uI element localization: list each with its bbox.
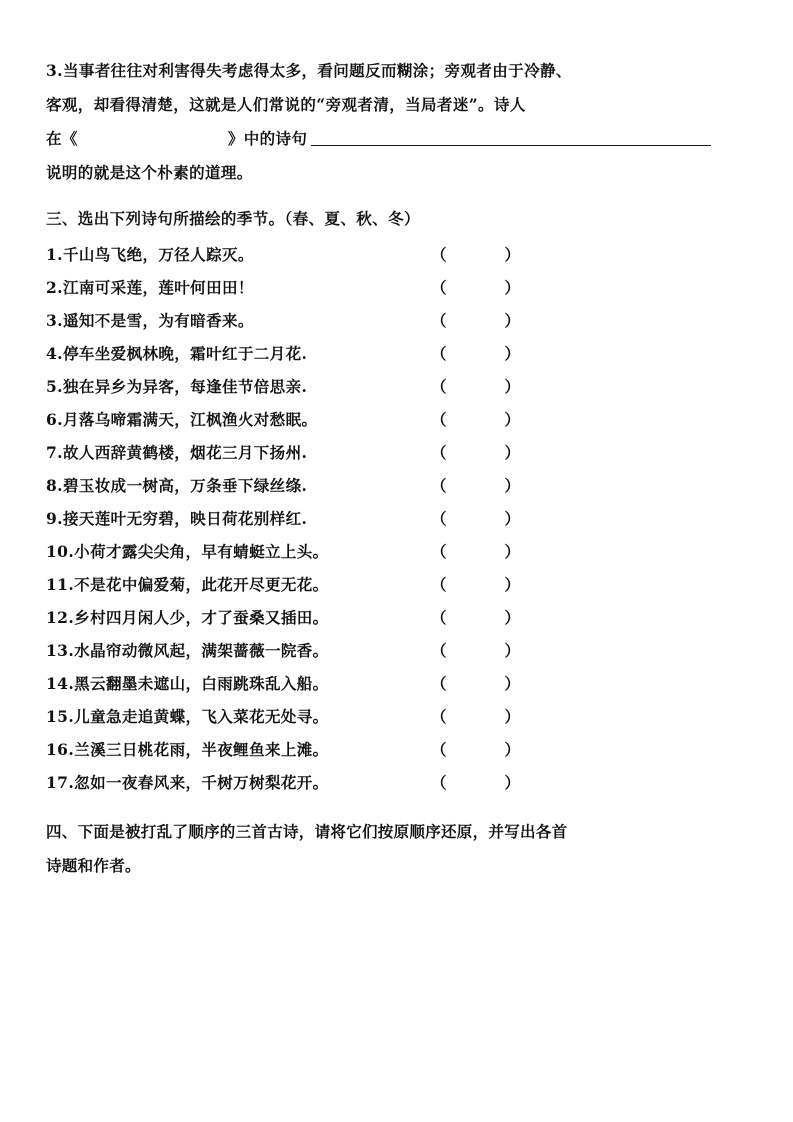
- paren-open: （: [431, 641, 447, 660]
- paren-open: （: [431, 740, 447, 759]
- list-item: [46, 700, 747, 733]
- question-text: 2.江南可采莲，莲叶何田田！: [46, 278, 254, 297]
- question-text: 10.小荷才露尖尖角，早有蜻蜓立上头。: [46, 542, 329, 561]
- paren-open: （: [431, 245, 447, 264]
- list-item: [46, 535, 747, 568]
- question-text: 15.儿童急走追黄蝶，飞入菜花无处寻。: [46, 707, 329, 726]
- list-item: [46, 502, 747, 535]
- paren-close: ）: [504, 773, 521, 792]
- poem-verse-blank[interactable]: [311, 128, 711, 146]
- question-text: 13.水晶帘动微风起，满架蔷薇一院香。: [46, 641, 329, 660]
- answer-blank[interactable]: [431, 469, 527, 502]
- paren-open: （: [431, 278, 447, 297]
- question-3-line-4: 说明的就是这个朴素的道理。: [46, 163, 253, 182]
- paren-close: ）: [504, 344, 521, 363]
- paren-close: ）: [504, 476, 521, 495]
- answer-blank[interactable]: [431, 700, 527, 733]
- list-item: [46, 304, 747, 337]
- paren-close: ）: [504, 311, 521, 330]
- list-item: [46, 370, 747, 403]
- paren-close: ）: [504, 410, 521, 429]
- paren-open: （: [431, 542, 447, 561]
- answer-blank[interactable]: [431, 766, 527, 799]
- answer-blank[interactable]: [431, 337, 527, 370]
- paren-open: （: [431, 311, 447, 330]
- paren-open: （: [431, 377, 447, 396]
- question-text: 17.忽如一夜春风来，千树万树梨花开。: [46, 773, 329, 792]
- section-4-line-1: 四、下面是被打乱了顺序的三首古诗，请将它们按原顺序还原，并写出各首: [46, 822, 568, 841]
- paren-open: （: [431, 575, 447, 594]
- paren-close: ）: [504, 509, 521, 528]
- list-item: [46, 733, 747, 766]
- section-4-block: [46, 815, 747, 883]
- list-item: [46, 601, 747, 634]
- answer-blank[interactable]: [431, 568, 527, 601]
- list-item: [46, 238, 747, 271]
- question-text: 12.乡村四月闲人少，才了蚕桑又插田。: [46, 608, 329, 627]
- list-item: [46, 403, 747, 436]
- question-text: 4.停车坐爱枫林晚，霜叶红于二月花.: [46, 344, 308, 363]
- question-3-line-3: [46, 122, 747, 156]
- question-3-poem-prefix: 在《: [46, 129, 78, 148]
- answer-blank[interactable]: [431, 634, 527, 667]
- paren-close: ）: [504, 377, 521, 396]
- question-text: 8.碧玉妆成一树高，万条垂下绿丝绦.: [46, 476, 308, 495]
- list-item: [46, 436, 747, 469]
- answer-blank[interactable]: [431, 238, 527, 271]
- paren-close: ）: [504, 641, 521, 660]
- paren-close: ）: [504, 707, 521, 726]
- answer-blank[interactable]: [431, 304, 527, 337]
- section-3-heading: 三、选出下列诗句所描绘的季节。（春、夏、秋、冬）: [46, 209, 420, 228]
- season-question-list: [46, 238, 747, 799]
- answer-blank[interactable]: [431, 667, 527, 700]
- question-text: 11.不是花中偏爱菊，此花开尽更无花。: [46, 575, 329, 594]
- question-3-line-1: 3.当事者往往对利害得失考虑得太多，看问题反而糊涂；旁观者由于冷静、: [46, 61, 572, 80]
- paren-close: ）: [504, 443, 521, 462]
- list-item: [46, 568, 747, 601]
- answer-blank[interactable]: [431, 436, 527, 469]
- question-text: 1.千山鸟飞绝，万径人踪灭。: [46, 245, 254, 264]
- paren-open: （: [431, 509, 447, 528]
- question-3-block: [46, 54, 747, 190]
- question-text: 16.兰溪三日桃花雨，半夜鲤鱼来上滩。: [46, 740, 329, 759]
- question-text: 7.故人西辞黄鹤楼，烟花三月下扬州.: [46, 443, 308, 462]
- list-item: [46, 634, 747, 667]
- question-text: 14.黑云翻墨未遮山，白雨跳珠乱入船。: [46, 674, 329, 693]
- answer-blank[interactable]: [431, 733, 527, 766]
- paren-close: ）: [504, 278, 521, 297]
- paren-open: （: [431, 443, 447, 462]
- question-text: 5.独在异乡为异客，每逢佳节倍思亲.: [46, 377, 308, 396]
- question-3-poem-mid: 》中的诗句: [227, 129, 308, 148]
- answer-blank[interactable]: [431, 601, 527, 634]
- paren-open: （: [431, 476, 447, 495]
- answer-blank[interactable]: [431, 502, 527, 535]
- list-item: [46, 766, 747, 799]
- paren-open: （: [431, 344, 447, 363]
- list-item: [46, 337, 747, 370]
- paren-open: （: [431, 608, 447, 627]
- question-text: 6.月落乌啼霜满天，江枫渔火对愁眠。: [46, 410, 318, 429]
- section-4-line-2: 诗题和作者。: [46, 856, 141, 875]
- list-item: [46, 469, 747, 502]
- list-item: [46, 667, 747, 700]
- paren-open: （: [431, 773, 447, 792]
- paren-open: （: [431, 707, 447, 726]
- question-3-line-2: 客观，却看得清楚，这就是人们常说的“旁观者清，当局者迷”。诗人: [46, 95, 526, 114]
- paren-close: ）: [504, 674, 521, 693]
- answer-blank[interactable]: [431, 271, 527, 304]
- question-text: 3.遥知不是雪，为有暗香来。: [46, 311, 254, 330]
- paren-close: ）: [504, 740, 521, 759]
- paren-open: （: [431, 410, 447, 429]
- answer-blank[interactable]: [431, 535, 527, 568]
- paren-close: ）: [504, 575, 521, 594]
- paren-close: ）: [504, 245, 521, 264]
- paren-close: ）: [504, 608, 521, 627]
- list-item: [46, 271, 747, 304]
- answer-blank[interactable]: [431, 403, 527, 436]
- paren-close: ）: [504, 542, 521, 561]
- paren-open: （: [431, 674, 447, 693]
- answer-blank[interactable]: [431, 370, 527, 403]
- question-text: 9.接天莲叶无穷碧，映日荷花别样红.: [46, 509, 308, 528]
